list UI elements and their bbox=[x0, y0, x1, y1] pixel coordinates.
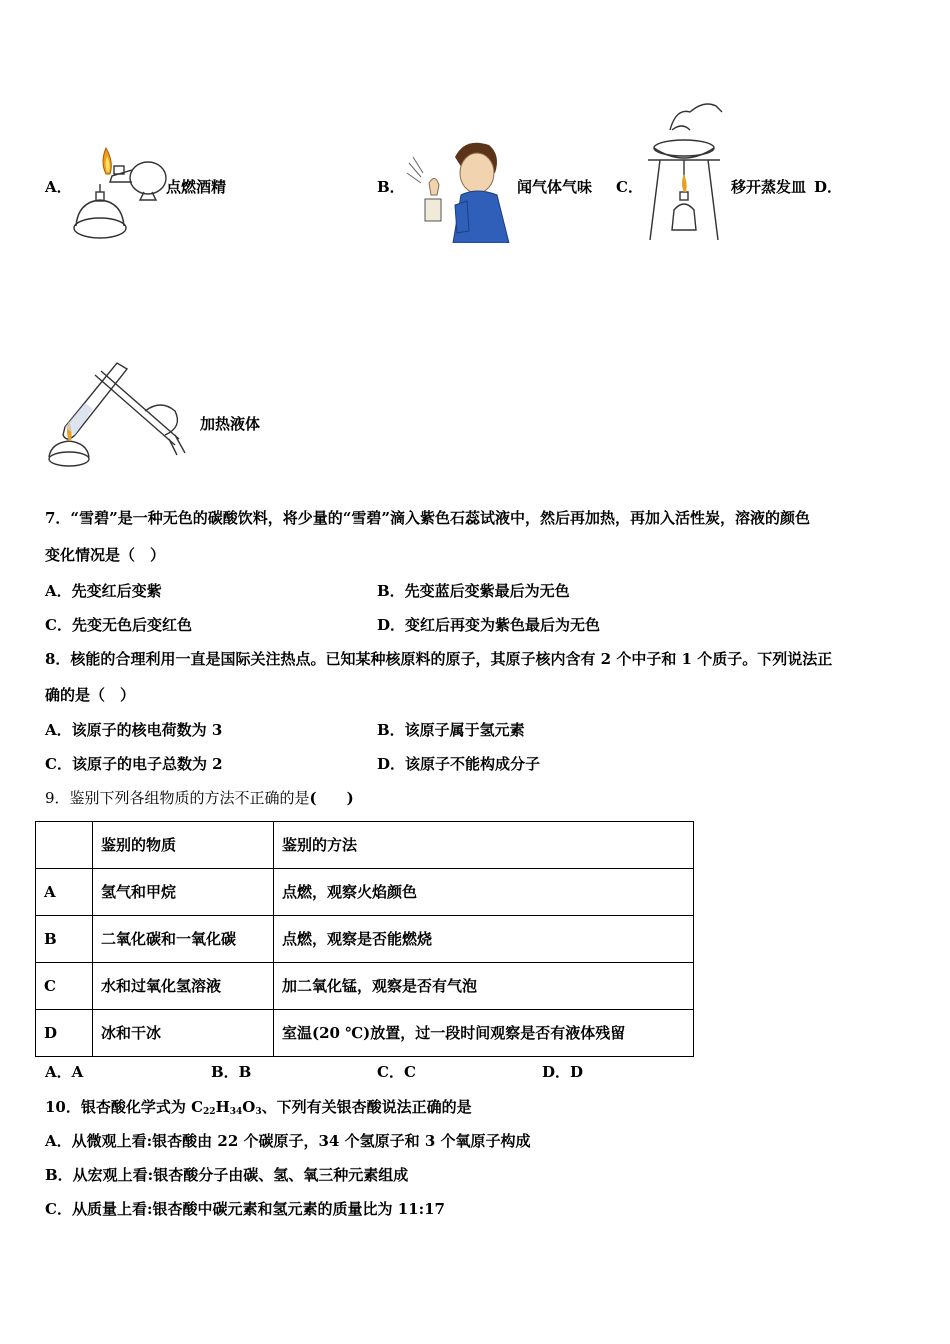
q10-stem-post: 、下列有关银杏酸说法正确的是 bbox=[261, 1098, 472, 1116]
q10-option-c: C．从质量上看:银杏酸中碳元素和氢元素的质量比为 11:17 bbox=[45, 1200, 445, 1218]
q7-stem-line1: 7．“雪碧”是一种无色的碳酸饮料，将少量的“雪碧”滴入紫色石蕊试液中，然后再加热，再加入活性炭，溶液的颜色 bbox=[45, 509, 810, 527]
q9-table bbox=[35, 821, 694, 1057]
table-cell: 室温(20 ℃)放置，过一段时间观察是否有液体残留 bbox=[274, 1010, 694, 1057]
table-row bbox=[36, 869, 694, 916]
formula-element: O bbox=[242, 1098, 256, 1116]
q7-option-c: C．先变无色后变红色 bbox=[45, 616, 192, 634]
q7-option-d: D．变红后再变为紫色最后为无色 bbox=[377, 616, 601, 634]
q10-option-a: A．从微观上看:银杏酸由 22 个碳原子，34 个氢原子和 3 个氧原子构成 bbox=[45, 1132, 531, 1150]
q7-option-b: B．先变蓝后变紫最后为无色 bbox=[377, 582, 570, 600]
heating-test-tube-icon bbox=[45, 355, 195, 475]
formula-subscript: 3 bbox=[255, 1107, 262, 1117]
q7-option-a: A．先变红后变紫 bbox=[45, 582, 162, 600]
q8-stem-line2: 确的是（ ） bbox=[45, 686, 136, 704]
q6-option-c-text: 移开蒸发皿 bbox=[731, 178, 807, 196]
table-cell: 加二氧化锰，观察是否有气泡 bbox=[274, 963, 694, 1010]
q6-option-a-letter: A． bbox=[45, 178, 72, 196]
q9-answer-c: C．C bbox=[377, 1063, 416, 1081]
q6-option-a-text: 点燃酒精 bbox=[166, 178, 227, 196]
q8-option-a: A．该原子的核电荷数为 3 bbox=[45, 721, 223, 739]
formula-element: H bbox=[215, 1098, 230, 1116]
table-header-row bbox=[36, 822, 694, 869]
table-cell: C bbox=[36, 963, 93, 1010]
table-cell: A bbox=[36, 869, 93, 916]
smelling-gas-icon bbox=[405, 133, 515, 243]
formula-subscript: 34 bbox=[229, 1107, 243, 1117]
q9-answer-d: D．D bbox=[542, 1063, 584, 1081]
q6-option-d-text: 加热液体 bbox=[200, 415, 261, 433]
q6-option-b-letter: B． bbox=[377, 178, 405, 196]
q8-option-c: C．该原子的电子总数为 2 bbox=[45, 755, 223, 773]
table-cell: D bbox=[36, 1010, 93, 1057]
q8-option-d: D．该原子不能构成分子 bbox=[377, 755, 541, 773]
table-row bbox=[36, 916, 694, 963]
q7-stem-line2: 变化情况是（ ） bbox=[45, 546, 166, 564]
q9-stem bbox=[45, 788, 354, 808]
evaporating-dish-icon bbox=[642, 100, 728, 242]
table-cell: 二氧化碳和一氧化碳 bbox=[93, 916, 274, 963]
q8-option-b: B．该原子属于氢元素 bbox=[377, 721, 525, 739]
table-cell: 点燃，观察火焰颜色 bbox=[274, 869, 694, 916]
q9-answer-b: B．B bbox=[211, 1063, 252, 1081]
table-row bbox=[36, 1010, 694, 1057]
alcohol-lamp-lighting-icon bbox=[70, 142, 170, 244]
formula-subscript: 22 bbox=[203, 1107, 216, 1117]
q8-stem-line1: 8．核能的合理利用一直是国际关注热点。已知某种核原料的原子，其原子核内含有 2 个中子和 1 个质子。下列说法正 bbox=[45, 650, 833, 668]
table-row bbox=[36, 963, 694, 1010]
table-header-cell: 鉴别的方法 bbox=[274, 822, 694, 869]
table-header-cell: 鉴别的物质 bbox=[93, 822, 274, 869]
q10-option-b: B．从宏观上看:银杏酸分子由碳、氢、氧三种元素组成 bbox=[45, 1166, 409, 1184]
table-cell: 氢气和甲烷 bbox=[93, 869, 274, 916]
table-header-cell bbox=[36, 822, 93, 869]
q9-answer-a: A．A bbox=[45, 1063, 84, 1081]
q9-stem-text: 9．鉴别下列各组物质的方法不正确的是 bbox=[45, 789, 310, 807]
q6-option-b-text: 闻气体气味 bbox=[517, 178, 593, 196]
q9-paren: ( ) bbox=[309, 789, 354, 807]
q10-stem-pre: 10．银杏酸化学式为 C bbox=[45, 1098, 204, 1116]
table-cell: 水和过氧化氢溶液 bbox=[93, 963, 274, 1010]
table-cell: B bbox=[36, 916, 93, 963]
q6-option-d-letter: D． bbox=[814, 178, 843, 196]
q6-option-c-letter: C． bbox=[616, 178, 643, 196]
q10-stem bbox=[45, 1097, 472, 1117]
table-cell: 点燃，观察是否能燃烧 bbox=[274, 916, 694, 963]
table-cell: 冰和干冰 bbox=[93, 1010, 274, 1057]
